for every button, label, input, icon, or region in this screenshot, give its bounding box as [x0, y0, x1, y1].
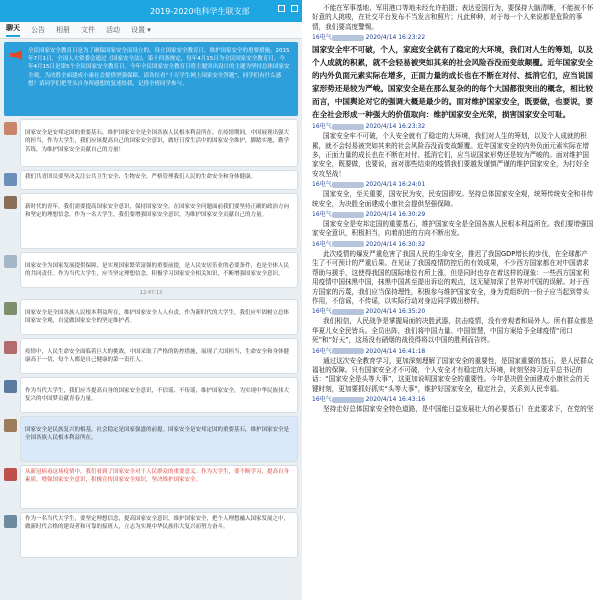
transcript-paragraph: 不能在军事基地、军用港口等地未经允许拍摄；表达爱国行为，要保持大脑清晰，不能被不怀好意的人挑唆，在社交平台发布不当发言和照片；凡此种种，对于每一个人来说都是危险的事情，我们要高度警惕。	[312, 4, 594, 31]
redacted-name	[332, 397, 364, 403]
message-text: 国家安全是安邦定国的重要基石，维护国家安全是全国各族人民根本利益所在。在疫情期间，中国展现出强大的担当，作为大学生，我们应该提高自己的国家安全意识，做好日常生活中的国家安全维护，脚踏实地，勤学苦练，为维护国家安全贡献自己的力量！	[25, 130, 290, 153]
message-text: 疫情中，人民生命安全面临着巨大的挑战，中国采取了严格的防控措施，展现了大国担当，生命安全和身体健康高于一切，每个人都是自己健康的第一责任人。	[25, 349, 290, 364]
sender-name	[25, 302, 293, 308]
message-timestamp: 12:47:13	[139, 290, 163, 296]
entry-text: 我们相信，人民战争是掌握局面的决胜武器，抗击疫情，没有旁观者和局外人。所有群众都是华夏儿女全民皆兵。全员出阵，我们将中国力量、中国智慧，中国方案给予全球疫情“闭口死”和“好天”，这场没有硝烟的战役得将以中国的胜利而告终。	[312, 317, 594, 345]
group-tabs	[0, 22, 302, 39]
sender-class: 16电气	[312, 181, 332, 189]
redacted-name	[332, 182, 364, 188]
entry-time: 2020/4/14 16:30:29	[365, 211, 426, 219]
chat-message	[4, 377, 298, 413]
redacted-name	[332, 124, 364, 130]
chat-message	[4, 170, 298, 190]
entry-text: 国家安全是安邦定国的重要基石，维护国家安全是全国各族人民根本利益所在。我们要增强国家安全意识，积极担当，向着前进的方向不断出发。	[312, 220, 594, 238]
sender-class: 16电气	[312, 308, 332, 316]
entry-text: 国家安全牢不可破，个人，家庭安全就有了稳定的大环境，我们对人生的筹划，以及个人成就的积累，就不会轻易被突如其来的社会风险吞没而变故颠覆。近年国家安全的内外负面元素实际在增多，正面力量的成长也在不断在对付、抵消它们，应当说国家形势还是较为严峻。国家安全是在那么复杂的的每个大国都很突出的概念，相比较而言，中国舆论对它的强调大概是最少的。面对维护国家安全，既要做，也要说，要在全社会形成一种强大的价值取向：维护国家安全光荣，损害国家安全可耻。	[312, 45, 593, 120]
message-text: 我们共青团员要坚决关注公共卫生安全、生物安全，严格管理我们人民的生命安全和身体健康。	[25, 174, 257, 180]
entry-header	[312, 122, 594, 131]
redacted-name	[332, 35, 364, 41]
entry-time: 2020/4/14 16:23:22	[365, 34, 426, 42]
message-bubble[interactable]	[20, 416, 298, 462]
avatar[interactable]	[4, 173, 17, 186]
message-text: 国家安全是民族复兴的根基，社会稳定是国家强盛的前提。国家安全是安邦定国的重要基石，维护国家安全是全国各族人民根本利益所在。	[25, 427, 290, 442]
message-text: 国家安全是全国各族人民根本利益所在，维护国家安全人人有责，作为新时代的大学生，我们应牢固树立总体国家安全观，自觉做国家安全的坚定维护者。	[25, 310, 290, 325]
sender-name	[25, 380, 293, 386]
sender-name	[25, 196, 293, 202]
entry-time: 2020/4/14 16:23:32	[365, 123, 426, 131]
message-bubble[interactable]	[20, 193, 298, 249]
chat-message	[4, 338, 298, 374]
avatar[interactable]	[4, 515, 17, 528]
chat-message	[4, 119, 298, 167]
chat-message	[4, 252, 298, 288]
message-text: 国家安全为国家发展提供保障，是实现国家繁荣富强的重要前提，是人民安居乐业的必要条件，也是全体人民的共同责任。作为当代大学生，应当坚定理想信念，积极学习国家安全相关知识，不断增强国家安全意识。	[25, 263, 290, 278]
entry-text: 国家安全牢不可破，个人安全就有了稳定的大环境，我们对人生的筹划，以及个人成就的积累，就不会轻易被突如其来的社会风险吞没而变故颠覆。近年国家安全的内外负面元素实际在增多，正面力量的成长也在不断在对付、抵消它们，应当说国家形势还是较为严峻的。面对维护国家安全，既要做，也要说，面对那些结束的疫情我们要越发谨慎严谨的维护国家安全，为打好全安攻坚战！	[312, 132, 589, 178]
redacted-name	[332, 212, 364, 218]
avatar[interactable]	[4, 468, 17, 481]
entry-time: 2020/4/14 16:43:16	[365, 396, 426, 404]
redacted-name	[332, 348, 364, 354]
sender-class: 16电气	[312, 123, 332, 131]
sender-class: 16电气	[312, 34, 332, 42]
avatar[interactable]	[4, 419, 17, 432]
message-bubble[interactable]	[20, 299, 298, 335]
message-text: 新时代的青年，我们需要提高国家安全意识，保持国家安全。在国家安全问题面前我们要坚持正确的政治方向和坚定的理想信念，作为一名大学生，我们要增强国家安全意识，为维护国家安全贡献自己的力量。	[25, 204, 290, 219]
notice-text: 全民国家安全教育日是为了确保国家安全而设立的。设立国家安全教育日，维护国家安全的重要措施。2015年7月1日，全国人大常委会通过《国家安全法》。第十四条规定，每年4月15日为全民国家安全教育日。今年4月15日是第5个全民国家安全教育日。今年全民国家安全教育日将主题突出设计的主题为坚持总体国家安全观，为决胜全面建成小康社会提供坚强保障。请各位看“十万学生网上国家安全答题”，同学们有什么感想？请同学们把考头自身所感想的复述给我，记得全班同学参与。	[28, 48, 290, 87]
entry-text: 坚持走好总体国家安全特色道路，是中国能日益发展壮大的必要基石！在此要求下，在党的坚	[323, 405, 594, 414]
message-text: 作为一名当代大学生，要坚定理想信念，提高国家安全意识，维护国家安全，把个人理想融入国家发展之中，做新时代合格的建设者和可靠的接班人，立志为实现中华民族伟大复兴而努力奋斗。	[25, 516, 290, 531]
message-bubble[interactable]	[20, 252, 298, 288]
avatar[interactable]	[4, 302, 17, 315]
message-bubble[interactable]	[20, 465, 298, 509]
entry-time: 2020/4/14 16:41:18	[365, 347, 426, 355]
entry-text: 通过这次安全教育学习，更加深刻理解了国家安全的重要性，是国家重要的基石，是人民群众福祉的保障。只有国家安全才不可破，个人安全才有稳定的大环境，时刻坚持习近平总书记的话：“国家安全是头等大事”，这更加说明国家安全的重要性。今年是决胜全面建成小康社会的关键时刻，更加要抓好抓实“头等大事”，维护好国家安全，稳定社会，关系到人民幸福。	[312, 356, 594, 393]
message-bubble[interactable]	[20, 377, 298, 413]
entry-time: 2020/4/14 16:24:01	[365, 181, 426, 189]
window-title: 2019-2020电科学生联支部	[150, 6, 250, 16]
message-bubble[interactable]	[20, 512, 298, 558]
window-controls	[278, 5, 298, 12]
sender-name	[25, 255, 293, 261]
minimize-icon[interactable]	[278, 5, 285, 12]
tab-files[interactable]: 文件	[81, 26, 95, 34]
entry-header	[312, 347, 594, 356]
message-text: 从新冠病毒这场疫情中，我们看到了国家安全对于人民群众的重要意义。作为大学生，要不断学习，提高自身素质，增强国家安全意识，积极宣传国家安全知识，坚决维护国家安全。	[25, 469, 290, 484]
entry-text: 此次疫情的爆发严重危害了我国人民的生命安全，推迟了我国GDP增长的步伐，在全球都产生了不可预计的严重后果。在见证了我国疫情防控后的有效成果，不少西方国家都在对中国请求帮助与援手，这使得我国的国际地位有所上涨，但是同时也存在着这样的现象：一些西方国家利用疫情中国抹黑中国，抹黑中国甚至提出诉讼的观点，这无疑加深了世界对中国的误解。对于西方国家的污蔑，我们应当保持理性，积极参与维护国家安全，身为党组织的一份子应当起到带头作用，不信谣，不传谣，以实际行动对身边同学做出榜样。	[312, 249, 589, 305]
entry-time: 2020/4/14 16:30:32	[365, 240, 426, 248]
sender-class: 16电气	[312, 240, 332, 248]
avatar[interactable]	[4, 255, 17, 268]
sender-class: 16电气	[312, 396, 332, 404]
tab-chat[interactable]: 聊天	[6, 23, 20, 37]
avatar[interactable]	[4, 122, 17, 135]
message-bubble[interactable]	[20, 170, 298, 190]
message-text: 作为当代大学生，我们应当提高自身的国家安全意识，不信谣、不传谣，维护国家安全，为实现中华民族伟大复兴的中国梦贡献青春力量。	[25, 388, 290, 403]
avatar[interactable]	[4, 341, 17, 354]
message-bubble[interactable]	[20, 119, 298, 167]
megaphone-icon	[10, 50, 22, 60]
entry-header	[312, 307, 594, 316]
chat-message	[4, 512, 298, 558]
entry-time: 2020/4/14 16:35:20	[365, 308, 426, 316]
entry-header	[312, 180, 594, 189]
entry-header	[312, 33, 594, 42]
chat-message	[4, 465, 298, 509]
sender-name	[25, 341, 293, 347]
entry-text: 国家安全，至关重要，国安民为安，民安国即安。坚持总体国家安全观，统筹传统安全和非传统安全，为决胜全面建成小康社会提供坚强保障。	[312, 190, 594, 208]
sender-class: 16电气	[312, 347, 332, 355]
avatar[interactable]	[4, 380, 17, 393]
redacted-name	[332, 309, 364, 315]
message-bubble[interactable]	[20, 338, 298, 374]
entry-header	[312, 395, 594, 404]
sender-class: 16电气	[312, 211, 332, 219]
tab-album[interactable]: 相册	[56, 26, 70, 34]
close-icon[interactable]	[291, 5, 298, 12]
entry-header	[312, 240, 594, 249]
avatar[interactable]	[4, 196, 17, 209]
message-list	[0, 119, 302, 558]
entry-header	[312, 210, 594, 219]
tab-activity[interactable]: 活动	[106, 26, 120, 34]
sender-name	[25, 122, 293, 128]
tab-settings[interactable]: 设置 ▾	[131, 26, 151, 34]
tab-announcement[interactable]: 公告	[31, 26, 45, 34]
chat-transcript-right	[302, 0, 600, 600]
chat-message	[4, 193, 298, 249]
sender-name	[25, 419, 293, 425]
window-titlebar	[0, 0, 302, 22]
chat-message	[4, 299, 298, 335]
redacted-name	[332, 241, 364, 247]
group-notice[interactable]	[4, 42, 298, 116]
chat-message	[4, 416, 298, 462]
